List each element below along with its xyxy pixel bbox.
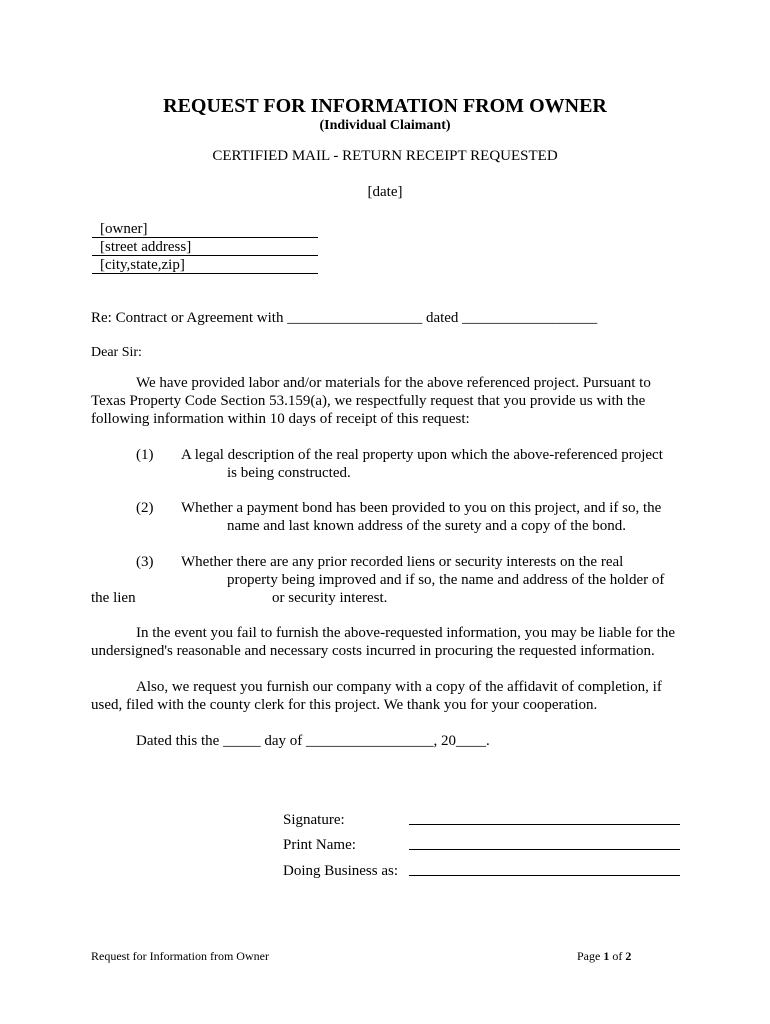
salutation: Dear Sir:: [91, 345, 142, 360]
item-1-line-2: is being constructed.: [227, 465, 351, 481]
print-name-label: Print Name:: [283, 837, 356, 853]
street-address-field: [street address]: [92, 239, 318, 256]
page-total: 2: [625, 949, 632, 963]
intro-line-3: following information within 10 days of receipt of this request:: [91, 411, 470, 427]
city-state-zip-field: [city,state,zip]: [92, 257, 318, 274]
signature-label: Signature:: [283, 812, 345, 828]
item-2-line-2: name and last known address of the surety and a copy of the bond.: [227, 518, 627, 534]
event-line-2: undersigned's reasonable and necessary costs incurred in procuring the requested information.: [91, 643, 655, 659]
page-of: of: [609, 949, 626, 963]
owner-field: [owner]: [92, 221, 318, 238]
dated-line: Dated this the _____ day of _________________, 20____.: [136, 733, 490, 749]
dba-label: Doing Business as:: [283, 863, 399, 879]
re-line: Re: Contract or Agreement with __________________ dated __________________: [91, 310, 598, 326]
item-3-number: (3): [136, 554, 154, 570]
date-placeholder: [date]: [367, 184, 403, 200]
print-name-line: [409, 848, 680, 850]
signature-line: [409, 823, 680, 825]
page-number: 1: [603, 949, 610, 963]
certified-mail-line: CERTIFIED MAIL - RETURN RECEIPT REQUESTED: [212, 148, 558, 164]
item-3-line-3b: or security interest.: [272, 590, 388, 606]
intro-line-2: Texas Property Code Section 53.159(a), we respectfully request that you provide us with the: [91, 393, 646, 409]
also-line-1: Also, we request you furnish our company with a copy of the affidavit of completion, if: [136, 679, 662, 695]
item-2-line-1: Whether a payment bond has been provided to you on this project, and if so, the: [181, 500, 662, 516]
item-3-line-1: Whether there are any prior recorded liens or security interests on the real: [181, 554, 624, 570]
page-indicator: [577, 949, 631, 964]
page-prefix: Page: [577, 949, 604, 963]
item-1-number: (1): [136, 447, 154, 463]
dba-line: [409, 874, 680, 876]
item-3-line-3a: the lien: [91, 590, 136, 606]
item-3-line-2: property being improved and if so, the name and address of the holder of: [227, 572, 665, 588]
page-title: REQUEST FOR INFORMATION FROM OWNER: [163, 95, 607, 117]
item-1-line-1: A legal description of the real property upon which the above-referenced project: [181, 447, 663, 463]
item-2-number: (2): [136, 500, 154, 516]
intro-line-1: We have provided labor and/or materials for the above referenced project. Pursuant to: [136, 375, 651, 391]
event-line-1: In the event you fail to furnish the above-requested information, you may be liable for the: [136, 625, 675, 641]
footer-title: Request for Information from Owner: [91, 949, 269, 963]
also-line-2: used, filed with the county clerk for this project. We thank you for your cooperation.: [91, 697, 598, 713]
page-subtitle: (Individual Claimant): [319, 118, 451, 133]
